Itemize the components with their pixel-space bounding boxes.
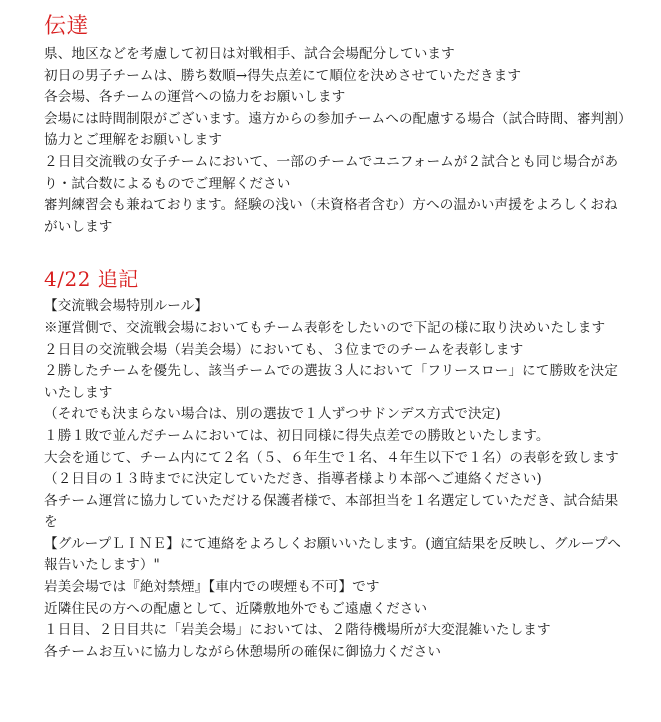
text-line: （２日目の１３時までに決定していただき、指導者様より本部へご連絡ください) [44, 471, 542, 488]
text-line: 【交流戦会場特別ルール】 [44, 298, 209, 315]
text-line: ２勝したチームを優先し、該当チームでの選抜３人において「フリースロー」にて勝敗を決定 [44, 363, 618, 380]
text-line: 岩美会場では『絶対禁煙』【車内での喫煙も不可】です [44, 579, 380, 596]
text-line: り・試合数によるものでご理解ください [44, 175, 291, 192]
text-line: ２日目交流戦の女子チームにおいて、一部のチームでユニフォームが２試合とも同じ場合があ [44, 153, 619, 170]
text-line: 協力とご理解をお願いします [44, 132, 223, 149]
text-line: いたします [44, 384, 113, 401]
section-body [44, 296, 643, 663]
text-line: 各会場、各チームの運営への協力をお願いします [44, 89, 346, 106]
text-line: 近隣住民の方への配慮として、近隣敷地外でもご遠慮ください [44, 600, 428, 617]
text-line: 各チームお互いに協力しながら休憩場所の確保に御協力ください [44, 643, 442, 660]
text-line: ２日目の交流戦会場（岩美会場）においても、３位までのチームを表彰します [44, 341, 524, 358]
text-line: 報告いたします）" [44, 557, 160, 574]
text-line: １日目、２日目共に「岩美会場」においては、２階待機場所が大変混雑いたします [44, 622, 551, 639]
text-line: ※運営側で、交流戦会場においてもチーム表彰をしたいので下記の様に取り決めいたします [44, 319, 606, 336]
text-line: 初日の男子チームは、勝ち数順→得失点差にて順位を決めさせていただきます [44, 67, 522, 84]
section-notice [44, 12, 643, 238]
text-line: 会場には時間制限がございます。遠方からの参加チームへの配慮する場合（試合時間、審判割） [44, 110, 632, 127]
section-body [44, 44, 643, 238]
text-line: 大会を通じて、チーム内にて２名（５、６年生で１名、４年生以下で１名）の表彰を致します [44, 449, 619, 466]
section-title: 伝達 [44, 14, 90, 39]
text-line: １勝１敗で並んだチームにおいては、初日同様に得失点差での勝敗といたします。 [44, 427, 550, 444]
text-line: がいします [44, 218, 113, 235]
section-addendum [44, 264, 643, 663]
section-title: 4/22 追記 [44, 267, 139, 292]
text-line: を [44, 514, 58, 531]
text-line: 審判練習会も兼ねております。経験の浅い（未資格者含む）方への温かい声援をよろしくおね [44, 197, 618, 214]
text-line: 【グループＬＩＮＥ】にて連絡をよろしくお願いいたします。(適宜結果を反映し、グループへ [44, 535, 622, 552]
text-line: 県、地区などを考慮して初日は対戦相手、試合会場配分しています [44, 46, 455, 62]
text-line: 各チーム運営に協力していただける保護者様で、本部担当を１名選定していただき、試合結果 [44, 492, 619, 509]
text-line: （それでも決まらない場合は、別の選抜で１人ずつサドンデス方式で決定) [44, 406, 501, 423]
